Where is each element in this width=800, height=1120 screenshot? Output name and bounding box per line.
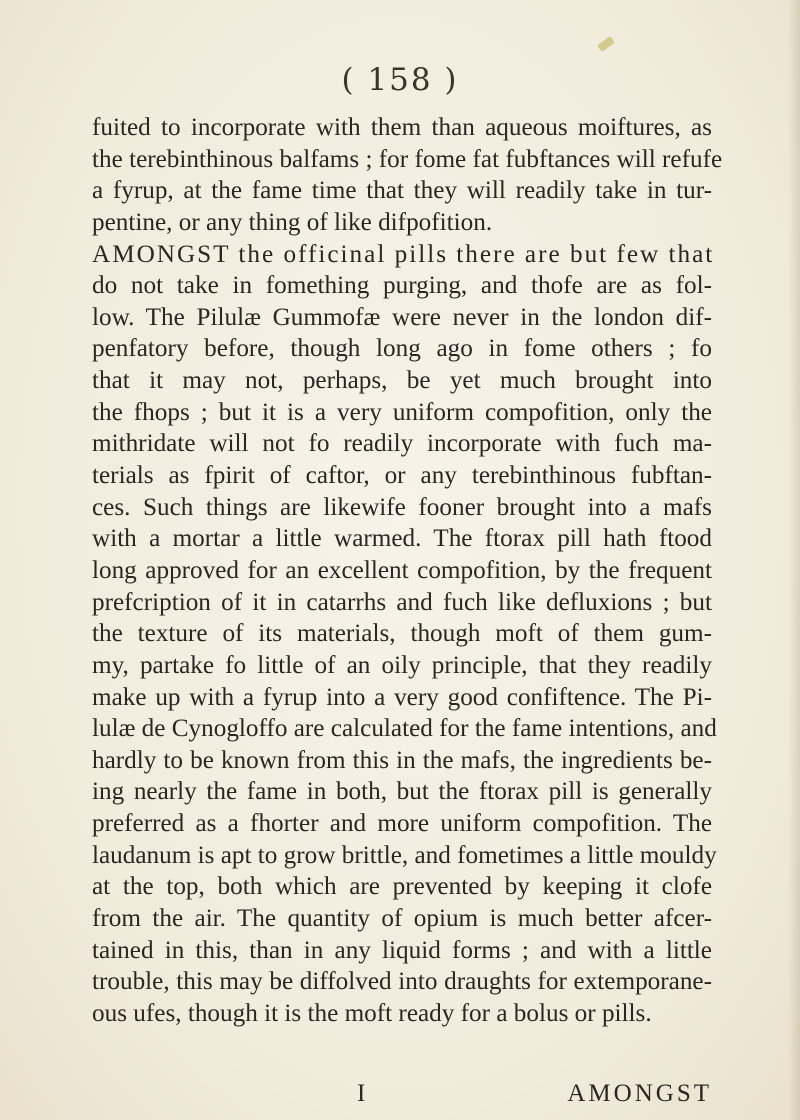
text-line: my, partake fo little of an oily principle, that they readily (92, 651, 712, 679)
text-line: the texture of its materials, though moft of them gum- (92, 620, 712, 648)
body-text (92, 112, 723, 1030)
text-line: at the top, both which are prevented by keeping it clofe (92, 873, 712, 901)
text-line: ces. Such things are likewife fooner brought into a mafs (92, 493, 712, 521)
signature-mark: I (357, 1080, 366, 1107)
ink-mark (597, 36, 615, 52)
text-line: that it may not, perhaps, be yet much brought into (92, 367, 712, 395)
page-number: ( 158 ) (341, 62, 459, 98)
text-line: trouble, this may be diffolved into draughts for extemporane- (92, 968, 712, 996)
text-line: terials as fpirit of caftor, or any terebinthinous fubftan- (92, 462, 712, 490)
page-edge-shadow (788, 0, 800, 1120)
text-line: hardly to be known from this in the mafs, the ingredients be- (92, 746, 712, 774)
text-line: fuited to incorporate with them than aqueous moiftures, as (92, 114, 712, 141)
text-line: from the air. The quantity of opium is much better afcer- (92, 905, 712, 933)
text-line: do not take in fomething purging, and thofe are as fol- (92, 272, 712, 300)
text-line: prefcription of it in catarrhs and fuch like defluxions ; but (92, 588, 712, 616)
text-line: pentine, or any thing of like difpofition. (92, 208, 493, 236)
text-line: ous ufes, though it is the moft ready for a bolus or pills. (92, 999, 652, 1027)
text-line: AMONGST the officinal pills there are but few that (92, 240, 715, 268)
text-line: make up with a fyrup into a very good confiftence. The Pi- (92, 683, 712, 711)
text-line: with a mortar a little warmed. The ftorax pill hath ftood (92, 525, 712, 553)
text-line: low. The Pilulæ Gummofæ were never in the london dif- (92, 303, 712, 331)
text-line: the fhops ; but it is a very uniform compofition, only the (92, 398, 712, 426)
catchword: AMONGST (567, 1080, 712, 1107)
text-line: penfatory before, though long ago in fome others ; fo (92, 335, 712, 363)
page-footer (92, 1080, 712, 1112)
text-line: ing nearly the fame in both, but the ftorax pill is generally (92, 778, 712, 806)
text-line: preferred as a fhorter and more uniform compofition. The (92, 810, 712, 838)
text-line: laudanum is apt to grow brittle, and fometimes a little mouldy (92, 841, 717, 869)
text-line: lulæ de Cynogloffo are calculated for the fame intentions, and (92, 715, 717, 743)
text-line: long approved for an excellent compofition, by the frequent (92, 556, 712, 584)
text-line: the terebinthinous balfams ; for fome fat fubftances will refufe (92, 145, 723, 173)
text-line: a fyrup, at the fame time that they will readily take in tur- (92, 177, 712, 205)
text-line: mithridate will not fo readily incorporate with fuch ma- (92, 430, 712, 458)
text-line: tained in this, than in any liquid forms ; and with a little (92, 936, 712, 964)
